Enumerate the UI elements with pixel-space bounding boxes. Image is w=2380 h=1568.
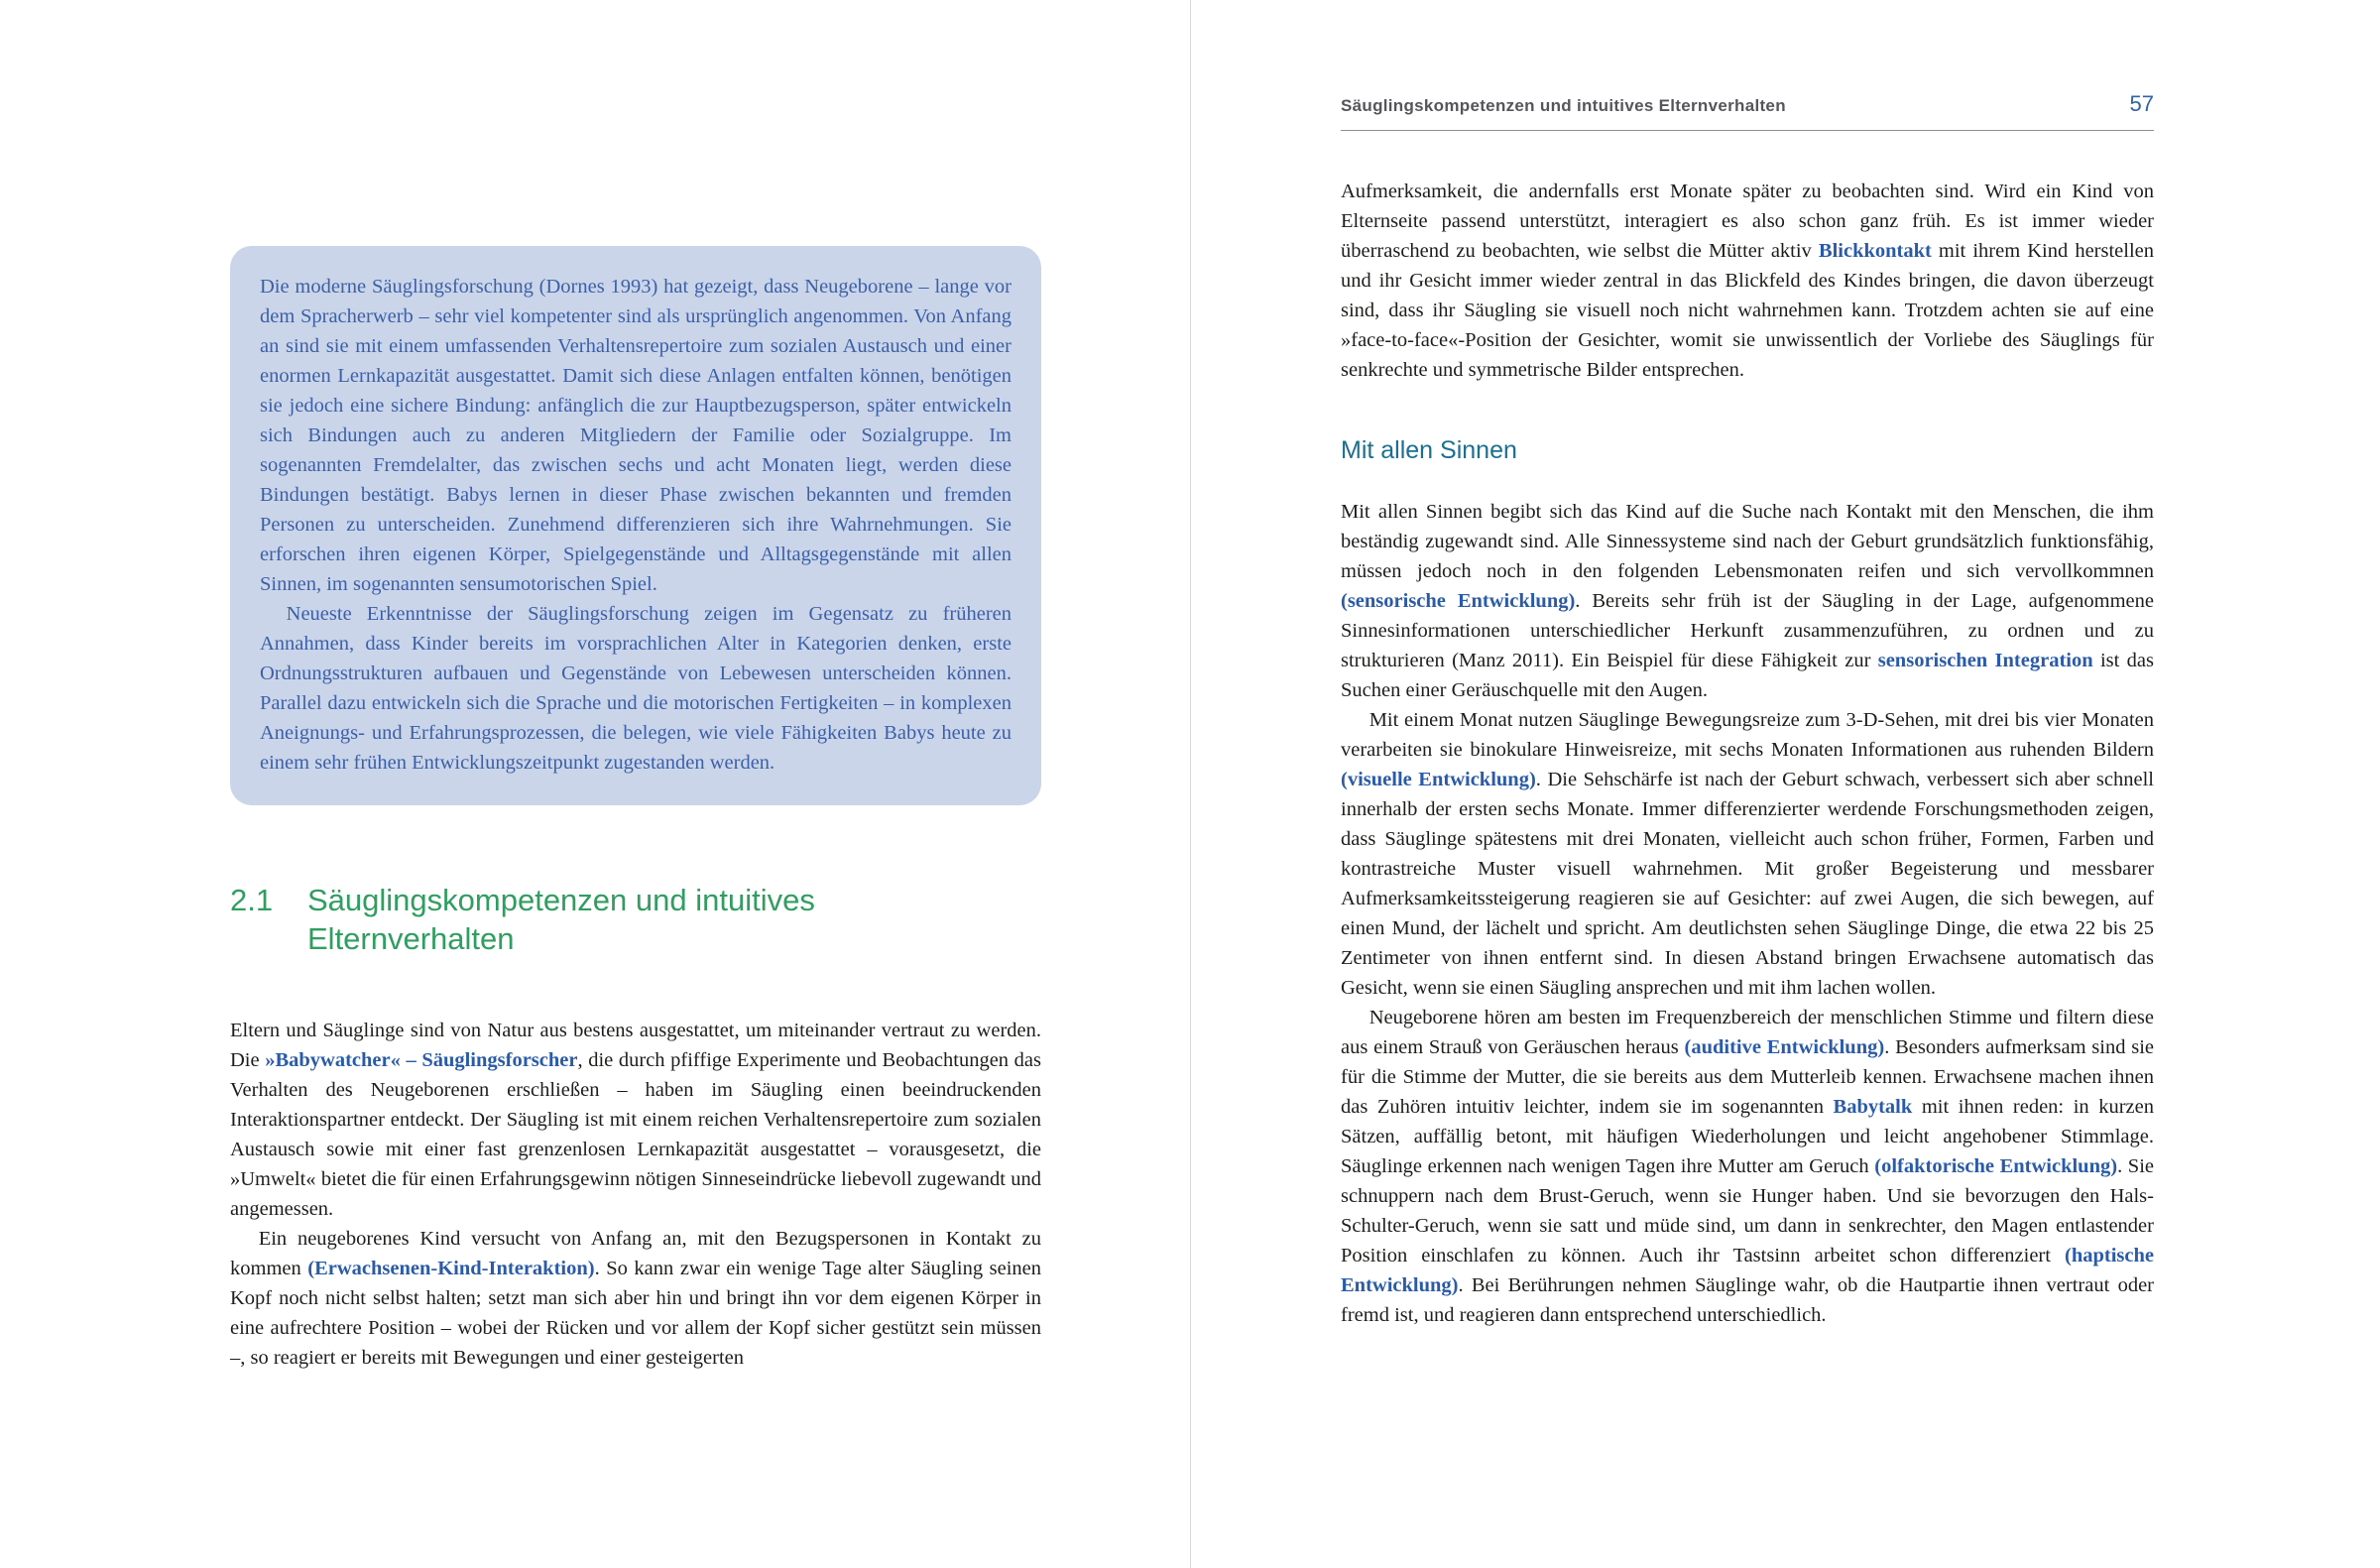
- paragraph: [230, 1016, 1041, 1224]
- text-segment: Mit einem Monat nutzen Säuglinge Bewegungsreize zum 3-D-Sehen, mit drei bis vier Monaten verarbeiten sie binokulare Hinweisreize, mit sechs Monaten Informationen aus ruhenden Bildern: [1341, 709, 2154, 761]
- right-page: [1341, 0, 2154, 1330]
- text-segment: Mit allen Sinnen begibt sich das Kind auf die Suche nach Kontakt mit den Menschen, die ihm beständig zugewandt sind. Alle Sinnessysteme sind nach der Geburt grundsätzlich funktionsfähig, müssen jedoch noch in den folgenden Lebensmonaten reifen und sich vervollkommnen: [1341, 501, 2154, 582]
- text-segment: Ein neugeborenes Kind versucht von Anfang an, mit den Bezugspersonen in Kontakt zu kommen: [230, 1228, 1041, 1279]
- highlighted-term: Blickkontakt: [1818, 240, 1932, 262]
- text-segment: mit ihrem Kind herstellen und ihr Gesicht immer wieder zentral in das Blickfeld des Kindes bringen, die davon überzeugt sind, dass ihr Säugling sie visuell noch nicht wahrnehmen kann. Trotzdem achten sie auf eine »face-to-face«-Position der Gesichter, womit sie unwissentlich der Vorliebe des Säuglings für senkrechte und symmetrische Bilder entsprechen.: [1341, 240, 2155, 381]
- paragraph: [1341, 705, 2154, 1003]
- text-segment: Neueste Erkenntnisse der Säuglingsforschung zeigen im Gegensatz zu früheren Annahmen, dass Kinder bereits im vorsprachlichen Alter in Kategorien denken, erste Ordnungsstrukturen aufbauen und Gegenstände von Lebewesen unterscheiden können. Parallel dazu entwickeln sich die Sprache und die motorischen Fertigkeiten – in komplexen Aneignungs- und Erfahrungsprozessen, die belegen, wie viele Fähigkeiten Babys heute zu einem sehr frühen Entwicklungszeitpunkt zugestanden werden.: [260, 603, 1012, 774]
- left-page: [230, 0, 1041, 1373]
- highlighted-term: sensorischen Integration: [1877, 650, 2093, 671]
- paragraph: [1341, 177, 2154, 385]
- right-intro-text: [1341, 177, 2154, 385]
- header-rule: [1341, 130, 2154, 131]
- page-number: 57: [2129, 91, 2154, 116]
- paragraph: [1341, 1003, 2154, 1330]
- highlighted-term: (olfaktorische Entwicklung): [1874, 1155, 2118, 1177]
- running-head: [1341, 91, 2154, 117]
- highlighted-term: (haptische Entwicklung): [1341, 1245, 2154, 1296]
- text-segment: ist das Suchen einer Geräuschquelle mit den Augen.: [1341, 650, 2154, 701]
- text-segment: Eltern und Säuglinge sind von Natur aus bestens ausgestattet, um miteinander vertraut zu werden. Die: [230, 1020, 1041, 1071]
- highlighted-term: (sensorische Entwicklung): [1341, 590, 1576, 612]
- paragraph: [1341, 497, 2154, 705]
- section-heading: [230, 881, 1041, 958]
- text-segment: . Sie schnuppern nach dem Brust-Geruch, wenn sie Hunger haben. Und sie bevorzugen den Hals-Schulter-Geruch, wenn sie satt und müde sind, um dann in senkrechter, den Magen entlastender Position einschlafen zu können. Auch ihr Tastsinn arbeitet schon differenziert: [1341, 1155, 2154, 1266]
- paragraph: [230, 1224, 1041, 1373]
- text-segment: . Die Sehschärfe ist nach der Geburt schwach, verbessert sich aber schnell innerhalb der ersten sechs Monate. Immer differenzierter werdende Forschungsmethoden zeigen, dass Säuglinge spätestens mit drei Monaten, vielleicht auch schon früher, Formen, Farben und kontrastreiche Muster visuell wahrnehmen. Mit großer Begeisterung und messbarer Aufmerksamkeitssteigerung reagieren sie auf Gesichter: auf zwei Augen, die sich bewegen, auf einen Mund, der lächelt und spricht. Am deutlichsten sehen Säuglinge Dinge, die etwa 22 bis 25 Zentimeter von ihnen entfernt sind. In diesen Abstand bringen Erwachsene automatisch das Gesicht, wenn sie einen Säugling ansprechen und mit ihm lachen wollen.: [1341, 769, 2154, 999]
- section-number: 2.1: [230, 883, 274, 917]
- text-segment: Neugeborene hören am besten im Frequenzbereich der menschlichen Stimme und filtern diese aus einem Strauß von Geräuschen heraus: [1341, 1007, 2154, 1058]
- highlighted-term: »Babywatcher« – Säuglingsforscher: [265, 1049, 578, 1071]
- text-segment: Die moderne Säuglingsforschung (Dornes 1993) hat gezeigt, dass Neugeborene – lange vor dem Spracherwerb – sehr viel kompetenter sind als ursprünglich angenommen. Von Anfang an sind sie mit einem umfassenden Verhaltensrepertoire zum sozialen Austausch und einer enormen Lernkapazität ausgestattet. Damit sich diese Anlagen entfalten können, benötigen sie jedoch eine sichere Bindung: anfänglich die zur Hauptbezugsperson, später entwickeln sich Bindungen auch zu anderen Mitgliedern der Familie oder Sozialgruppe. Im sogenannten Fremdelalter, das zwischen sechs und acht Monaten liegt, werden diese Bindungen bestätigt. Babys lernen in dieser Phase zwischen bekannten und fremden Personen zu unterscheiden. Zunehmend differenzieren sich ihre Wahrnehmungen. Sie erforschen ihren eigenen Körper, Spielgegenstände und Alltagsgegenstände mit allen Sinnen, im sogenannten sensumotorischen Spiel.: [260, 276, 1012, 595]
- highlighted-term: Babytalk: [1833, 1096, 1913, 1118]
- text-segment: . Bei Berührungen nehmen Säuglinge wahr, ob die Hautpartie ihnen vertraut oder fremd ist, und reagieren dann entsprechend unterschiedlich.: [1341, 1274, 2154, 1326]
- highlighted-term: (Erwachsenen-Kind-Interaktion): [307, 1258, 595, 1279]
- left-body-text: [230, 1016, 1041, 1373]
- text-segment: . Besonders aufmerksam sind sie für die Stimme der Mutter, die sie bereits aus dem Mutterleib kennen. Erwachsene machen ihnen das Zuhören intuitiv leichter, indem sie im sogenannten: [1341, 1036, 2155, 1118]
- text-segment: , die durch pfiffige Experimente und Beobachtungen das Verhalten des Neugeborenen erschließen – haben im Säugling einen beeindruckenden Interaktionspartner entdeckt. Der Säugling ist mit einem reichen Verhaltensrepertoire zum sozialen Austausch sowie mit einer fast grenzenlosen Lernkapazität ausgestattet – vorausgesetzt, die »Umwelt« bietet die für einen Erfahrungsgewinn nötigen Sinneseindrücke liebevoll zugewandt und angemessen.: [230, 1049, 1041, 1220]
- page-divider: [1190, 0, 1191, 1568]
- text-segment: Aufmerksamkeit, die andernfalls erst Monate später zu beobachten sind. Wird ein Kind von Elternseite passend unterstützt, interagiert es also schon ganz früh. Es ist immer wieder überraschend zu beobachten, wie selbst die Mütter aktiv: [1341, 181, 2154, 262]
- paragraph: [260, 599, 1012, 778]
- paragraph: [260, 272, 1012, 599]
- text-segment: mit ihnen reden: in kurzen Sätzen, auffällig betont, mit häufigen Wiederholungen und leicht angehobener Stimmlage. Säuglinge erkennen nach wenigen Tagen ihre Mutter am Geruch: [1341, 1096, 2154, 1177]
- text-segment: . So kann zwar ein wenige Tage alter Säugling seinen Kopf noch nicht selbst halten; setzt man sich aber hin und bringt ihn vor dem eigenen Körper in eine aufrechtere Position – wobei der Rücken und vor allem der Kopf sicher gestützt sein müssen –, so reagiert er bereits mit Bewegungen und einer gesteigerten: [230, 1258, 1041, 1369]
- right-section-text: [1341, 497, 2154, 1330]
- highlighted-term: (visuelle Entwicklung): [1341, 769, 1536, 790]
- running-head-title: Säuglingskompetenzen und intuitives Elternverhalten: [1341, 96, 1786, 115]
- text-segment: . Bereits sehr früh ist der Säugling in der Lage, aufgenommene Sinnesinformationen unterschiedlicher Herkunft zusammenzuführen, zu ordnen und zu strukturieren (Manz 2011). Ein Beispiel für diese Fähigkeit zur: [1341, 590, 2154, 671]
- highlighted-term: (auditive Entwicklung): [1684, 1036, 1885, 1058]
- subsection-heading: Mit allen Sinnen: [1341, 436, 1517, 464]
- summary-info-box: [230, 246, 1041, 805]
- section-title: Säuglingskompetenzen und intuitives Elternverhalten: [307, 883, 815, 956]
